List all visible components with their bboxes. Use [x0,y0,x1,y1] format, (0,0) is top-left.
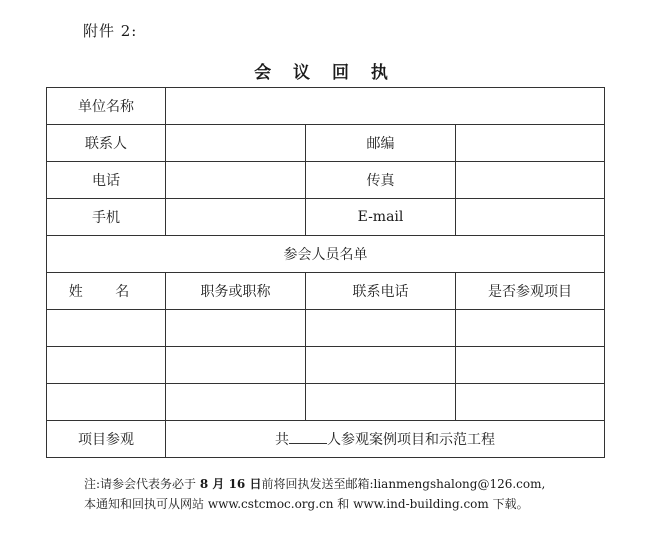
footer-deadline: 8 月 16 日 [199,477,262,491]
attendee-phone-cell[interactable] [306,310,456,347]
column-name: 姓 名 [47,273,166,310]
attendee-row [47,310,605,347]
contact-label: 联系人 [47,125,166,162]
footer-email-text: 前将回执发送至邮箱:lianmengshalong@126.com, [261,477,546,491]
column-contact-phone: 联系电话 [306,273,456,310]
mobile-input[interactable] [166,199,306,236]
attendee-phone-cell[interactable] [306,384,456,421]
attendee-visit-cell[interactable] [456,347,605,384]
contact-row [47,125,605,162]
attendees-heading-row [47,236,605,273]
attendee-position-cell[interactable] [166,347,306,384]
attendee-visit-cell[interactable] [456,384,605,421]
visit-text-prefix: 共 [275,432,289,448]
footer-note [84,474,624,514]
registration-form [46,87,605,458]
visit-label: 项目参观 [47,421,166,458]
column-visit-project: 是否参观项目 [456,273,605,310]
attendee-name-cell[interactable] [47,384,166,421]
attendee-phone-cell[interactable] [306,347,456,384]
fax-input[interactable] [456,162,605,199]
visit-cell [166,421,605,458]
visit-text-suffix: 人参观案例项目和示范工程 [327,432,495,448]
postcode-input[interactable] [456,125,605,162]
email-input[interactable] [456,199,605,236]
phone-input[interactable] [166,162,306,199]
attendee-position-cell[interactable] [166,310,306,347]
phone-label: 电话 [47,162,166,199]
email-label: E-mail [306,199,456,236]
footer-prefix: 注:请参会代表务必于 [84,477,200,491]
unit-row [47,88,605,125]
contact-input[interactable] [166,125,306,162]
attendee-name-cell[interactable] [47,347,166,384]
footer-line-1 [84,474,624,494]
unit-input[interactable] [166,88,605,125]
postcode-label: 邮编 [306,125,456,162]
footer-line-2: 本通知和回执可从网站 www.cstcmoc.org.cn 和 www.ind-building.com 下载。 [84,497,529,511]
attendee-position-cell[interactable] [166,384,306,421]
fax-label: 传真 [306,162,456,199]
attendees-header-row [47,273,605,310]
page-title: 会 议 回 执 [254,63,396,83]
attendee-row [47,347,605,384]
column-position: 职务或职称 [166,273,306,310]
attachment-label: 附件 2: [83,22,138,40]
attendees-heading: 参会人员名单 [47,236,605,273]
visit-row [47,421,605,458]
visit-count-blank[interactable] [289,429,327,444]
mobile-row [47,199,605,236]
attendee-name-cell[interactable] [47,310,166,347]
attendee-row [47,384,605,421]
mobile-label: 手机 [47,199,166,236]
unit-label: 单位名称 [47,88,166,125]
attendee-visit-cell[interactable] [456,310,605,347]
phone-row [47,162,605,199]
